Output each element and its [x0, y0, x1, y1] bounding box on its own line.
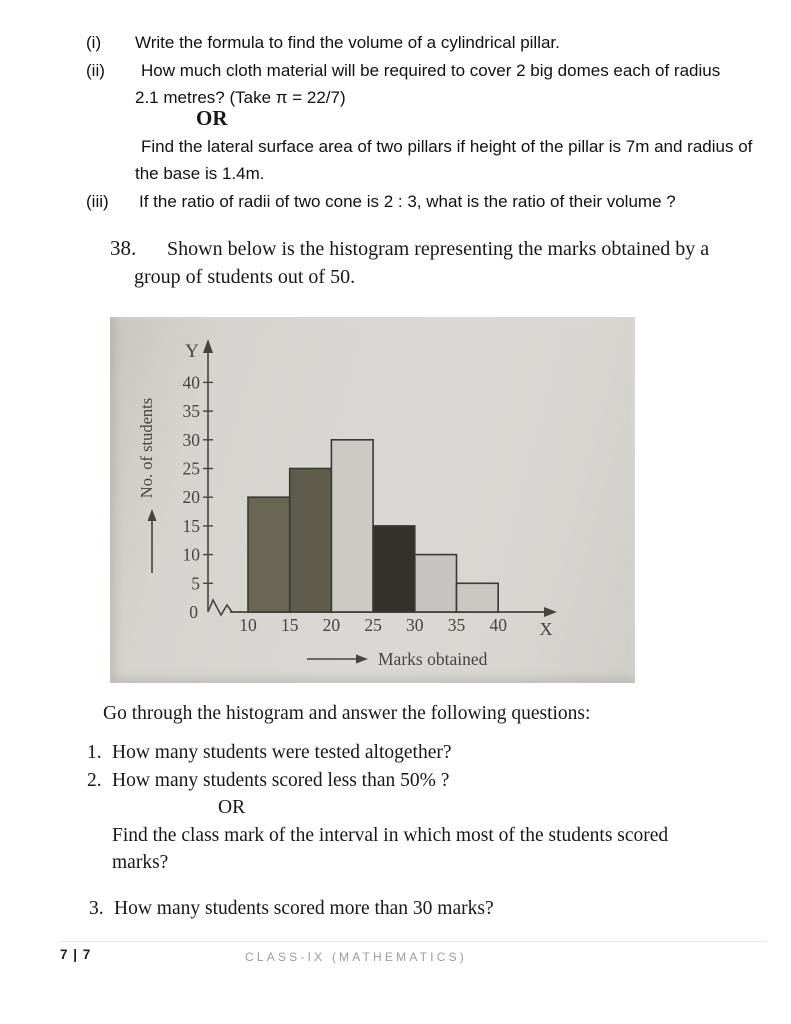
svg-text:30: 30 — [406, 615, 424, 635]
item-i-label: (i) — [86, 33, 102, 52]
sub-question-1-text: How many students were tested altogether? — [112, 742, 452, 763]
svg-text:Marks obtained: Marks obtained — [378, 649, 488, 669]
question-38-intro-line2: group of students out of 50. — [134, 266, 356, 288]
question-38-intro-line1: Shown below is the histogram representing the marks obtained by a — [167, 238, 710, 260]
svg-text:0: 0 — [189, 602, 198, 622]
svg-text:10: 10 — [239, 615, 257, 635]
item-ii-or-text-line1: Find the lateral surface area of two pillars if height of the pillar is 7m and radius of — [141, 137, 753, 156]
svg-text:Y: Y — [185, 341, 199, 362]
footer-page-number: 7 | 7 — [60, 947, 92, 962]
footer-class-label: CLASS-IX (MATHEMATICS) — [245, 950, 467, 964]
svg-text:35: 35 — [182, 401, 200, 422]
svg-text:25: 25 — [364, 615, 382, 635]
svg-text:25: 25 — [182, 458, 200, 479]
svg-text:20: 20 — [322, 615, 341, 635]
histogram-chart — [110, 317, 635, 683]
item-iii-label: (iii) — [86, 192, 109, 211]
question-38-number: 38. — [110, 236, 137, 260]
sub-question-2-text: How many students scored less than 50% ? — [112, 770, 450, 791]
sub-question-or-text-line2: marks? — [112, 852, 169, 873]
sub-question-1-number: 1. — [87, 742, 102, 763]
item-iii-text: If the ratio of radii of two cone is 2 : 3, what is the ratio of their volume ? — [139, 192, 676, 211]
item-ii-label: (ii) — [86, 61, 105, 80]
svg-text:X: X — [539, 619, 553, 639]
or-separator-top: OR — [196, 106, 228, 130]
svg-text:15: 15 — [280, 615, 299, 635]
svg-text:35: 35 — [447, 615, 466, 635]
svg-text:20: 20 — [182, 487, 200, 508]
svg-text:40: 40 — [182, 372, 200, 393]
svg-text:5: 5 — [191, 573, 200, 594]
item-ii-text-line1: How much cloth material will be required to cover 2 big domes each of radius — [141, 61, 721, 80]
item-i-text: Write the formula to find the volume of a cylindrical pillar. — [135, 33, 560, 52]
sub-question-3-text: How many students scored more than 30 marks? — [114, 898, 494, 919]
svg-text:No. of students: No. of students — [137, 397, 156, 499]
svg-text:30: 30 — [182, 429, 200, 450]
sub-question-2-number: 2. — [87, 770, 102, 791]
sub-question-or-text-line1: Find the class mark of the interval in which most of the students scored — [112, 825, 669, 846]
histogram-figure — [110, 317, 635, 683]
svg-text:40: 40 — [489, 615, 507, 635]
or-separator-bottom: OR — [218, 797, 246, 818]
svg-text:10: 10 — [182, 544, 200, 565]
histogram-instruction: Go through the histogram and answer the following questions: — [103, 703, 591, 724]
svg-text:15: 15 — [182, 515, 200, 536]
item-ii-or-text-line2: the base is 1.4m. — [135, 164, 265, 183]
footer-divider — [60, 941, 766, 942]
item-ii-text-line2: 2.1 metres? (Take π = 22/7) — [135, 88, 346, 107]
sub-question-3-number: 3. — [89, 898, 104, 919]
